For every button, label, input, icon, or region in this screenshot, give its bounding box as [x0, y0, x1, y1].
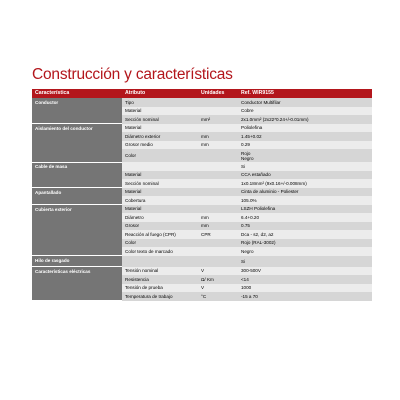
row-value: Negro	[238, 247, 372, 256]
row-unit	[198, 239, 238, 248]
row-value: 1x0.18mm² (9x0.16+/-0.008mm)	[238, 179, 372, 188]
category-aislamiento: Aislamiento del conductor	[32, 124, 122, 163]
row-value: Dca - s2, d2, a2	[238, 230, 372, 239]
row-unit: CPR	[198, 230, 238, 239]
row-unit	[198, 149, 238, 162]
row-unit: V	[198, 267, 238, 276]
row-attribute: Tipo	[122, 98, 198, 107]
row-unit	[198, 107, 238, 116]
row-unit	[198, 162, 238, 171]
row-value: Poliolefina	[238, 124, 372, 133]
row-unit: mm	[198, 222, 238, 231]
category-conductor: Conductor	[32, 98, 122, 124]
row-value: 0.29	[238, 141, 372, 150]
row-attribute: Material	[122, 107, 198, 116]
row-value: 300-500V	[238, 267, 372, 276]
row-value: <14	[238, 275, 372, 284]
row-unit	[198, 179, 238, 188]
row-value: LSZH Poliolefina	[238, 205, 372, 214]
row-value: 6.4+0.20	[238, 213, 372, 222]
section-title: Construcción y características	[32, 66, 233, 83]
category-cubierta-exterior: Cubierta exterior	[32, 205, 122, 256]
header-referencia: Ref. WIR9155	[238, 89, 372, 98]
row-attribute: Grosor	[122, 222, 198, 231]
row-attribute: Material	[122, 188, 198, 197]
row-unit: Ω/ Km	[198, 275, 238, 284]
row-unit: °C	[198, 292, 238, 301]
row-value: 0.75	[238, 222, 372, 231]
table-row	[32, 188, 372, 197]
row-unit: mm²	[198, 115, 238, 124]
row-unit: mm	[198, 132, 238, 141]
table-row	[32, 256, 372, 267]
table-row	[32, 162, 372, 171]
table-header-row	[32, 89, 372, 98]
table-row	[32, 267, 372, 276]
row-attribute: Color texto de marcado	[122, 247, 198, 256]
row-unit	[198, 256, 238, 267]
color-value-1: Rojo	[241, 150, 251, 156]
color-value-2: Negro	[241, 155, 254, 161]
row-value: 1.45+0.02	[238, 132, 372, 141]
row-attribute: Temperatura de trabajo	[122, 292, 198, 301]
header-atributo: Atributo	[122, 89, 198, 98]
table-row	[32, 124, 372, 133]
table-row	[32, 205, 372, 214]
row-unit	[198, 124, 238, 133]
row-unit	[198, 205, 238, 214]
header-unidades: Unidades	[198, 89, 238, 98]
row-value: Cobre	[238, 107, 372, 116]
row-unit	[198, 247, 238, 256]
row-unit	[198, 171, 238, 180]
row-unit: mm	[198, 213, 238, 222]
row-value: Rojo (RAL-3002)	[238, 239, 372, 248]
row-value	[238, 149, 372, 162]
row-value: 105.0%	[238, 196, 372, 205]
row-attribute: Material	[122, 124, 198, 133]
row-attribute: Material	[122, 205, 198, 214]
row-value: 2x1.0mm² (2x22*0.24+/-0.01mm)	[238, 115, 372, 124]
category-hilo-de-rasgado: Hilo de rasgado	[32, 256, 122, 267]
header-caracteristica: Característica	[32, 89, 122, 98]
row-unit	[198, 98, 238, 107]
spec-table	[32, 89, 372, 301]
category-caracteristicas-electricas: Características eléctricas	[32, 267, 122, 301]
row-unit: V	[198, 284, 238, 293]
row-attribute: Diámetro	[122, 213, 198, 222]
row-value: -15 a 70	[238, 292, 372, 301]
row-value: Conductor Multifilar	[238, 98, 372, 107]
category-apantallado: Apantallado	[32, 188, 122, 205]
table-row	[32, 98, 372, 107]
row-attribute: Color	[122, 239, 198, 248]
row-attribute: Material	[122, 171, 198, 180]
row-value: Si	[238, 256, 372, 267]
row-attribute: Resistencia	[122, 275, 198, 284]
row-attribute: Tensión nominal	[122, 267, 198, 276]
row-value: Si	[238, 162, 372, 171]
row-value: CCA estañado	[238, 171, 372, 180]
category-cable-de-masa: Cable de masa	[32, 162, 122, 188]
row-attribute: Grosor medio	[122, 141, 198, 150]
row-value: 1000	[238, 284, 372, 293]
row-unit: mm	[198, 141, 238, 150]
row-attribute: Tensión de prueba	[122, 284, 198, 293]
row-attribute	[122, 256, 198, 267]
row-attribute: Color	[122, 149, 198, 162]
row-unit	[198, 188, 238, 197]
row-attribute: Cobertura	[122, 196, 198, 205]
row-value: Cinta de aluminio - Poliester	[238, 188, 372, 197]
row-attribute: Diámetro exterior	[122, 132, 198, 141]
row-attribute: Sección nominal	[122, 115, 198, 124]
row-attribute: Sección nominal	[122, 179, 198, 188]
row-unit	[198, 196, 238, 205]
row-attribute	[122, 162, 198, 171]
row-attribute: Reacción al fuego (CPR)	[122, 230, 198, 239]
